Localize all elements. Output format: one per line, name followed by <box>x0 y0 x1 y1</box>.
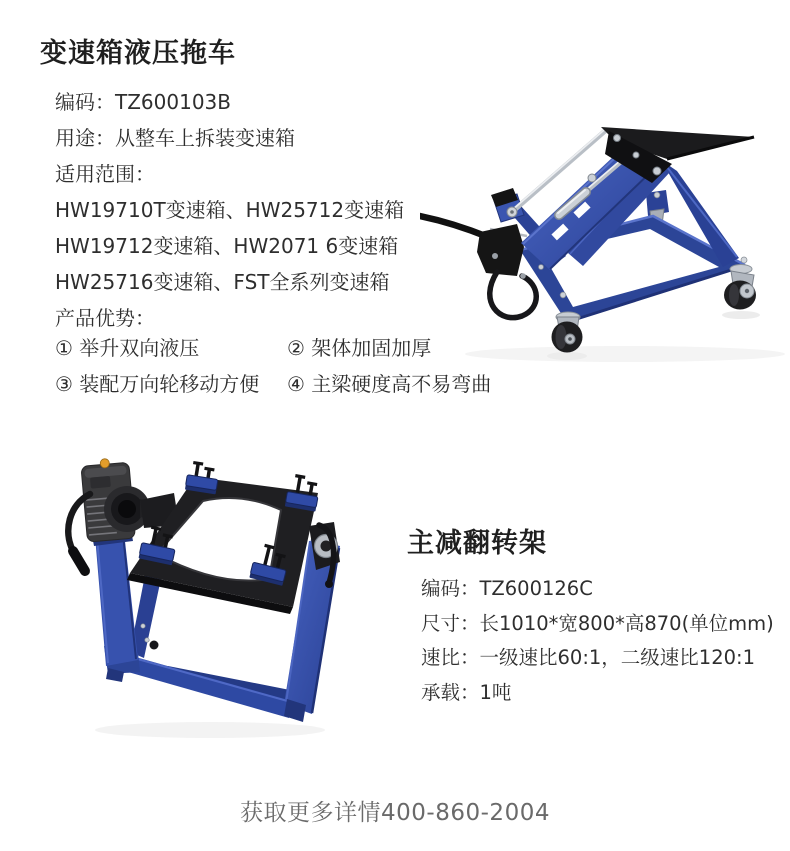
product1-model-line: HW19712变速箱、HW2071 6变速箱 <box>55 234 399 258</box>
product2-title: 主减翻转架 <box>407 528 547 559</box>
product1-title: 变速箱液压拖车 <box>40 38 236 69</box>
advantage-item: ① 举升双向液压 <box>55 336 200 360</box>
product2-size-line: 尺寸：长1010*宽800*高870(单位mm) <box>421 611 774 635</box>
product1-code-line: 编码：TZ600103B <box>55 90 231 114</box>
oil-cap <box>100 458 110 468</box>
flip-stand-photo <box>40 430 400 770</box>
advantage-item: ② 架体加固加厚 <box>287 336 432 360</box>
advantage-item: ④ 主梁硬度高不易弯曲 <box>287 372 492 396</box>
crank-grip <box>73 551 85 571</box>
product1-scope-label: 适用范围： <box>55 162 155 186</box>
product1-usage-line: 用途：从整车上拆装变速箱 <box>55 126 295 150</box>
product2-load-line: 承载：1吨 <box>421 680 512 704</box>
product2-ratio-line: 速比：一级速比60:1，二级速比120:1 <box>421 646 755 669</box>
hydraulic-pump-and-handle <box>420 216 536 318</box>
transmission-jack-photo <box>420 70 790 370</box>
product1-model-line: HW25716变速箱、FST全系列变速箱 <box>55 270 390 294</box>
product1-advantage-label: 产品优势： <box>55 306 155 330</box>
product1-model-line: HW19710T变速箱、HW25712变速箱 <box>55 198 405 222</box>
product1-specs <box>55 84 404 336</box>
clamp-pad <box>185 462 220 495</box>
floor-shadow <box>465 346 785 362</box>
floor-shadow <box>95 722 325 738</box>
advantage-item: ③ 装配万向轮移动方便 <box>55 372 260 396</box>
product2-code-line: 编码：TZ600126C <box>421 577 593 600</box>
product2-specs <box>421 572 774 710</box>
footer-hotline: 获取更多详情400-860-2004 <box>240 800 550 826</box>
